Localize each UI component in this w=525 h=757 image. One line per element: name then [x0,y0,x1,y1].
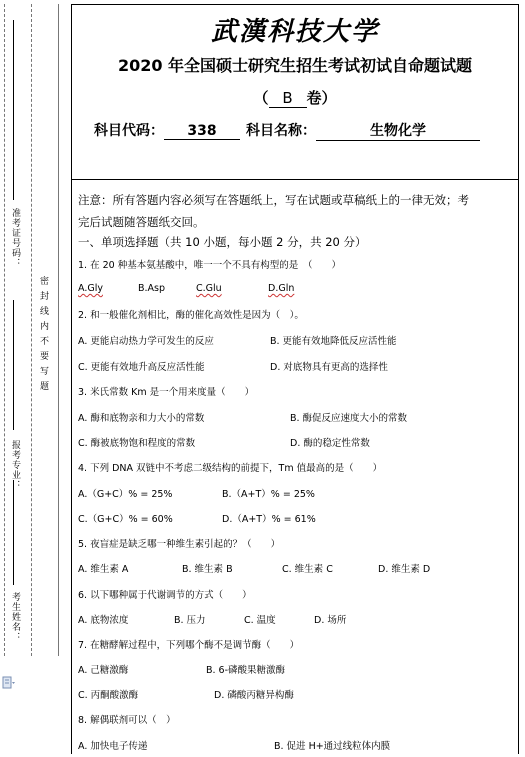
subject-name-value: 生物化学 [316,120,480,141]
q5-option-c: C. 维生素 C [282,564,333,575]
major-label: 报考专业： [10,440,20,490]
q7-option-c: C. 丙酮酸激酶 [78,690,139,701]
paper-type-close: 卷） [306,89,337,107]
q6-option-c: C. 温度 [244,615,276,626]
q2-option-c: C. 更能有效地升高反应活性能 [78,362,205,373]
q4-option-d: D.（A+T）% = 61% [222,514,316,525]
q7-option-a: A. 己糖激酶 [78,665,129,676]
candidate-name-line [13,480,14,585]
subject-code-value: 338 [164,123,240,140]
major-line [13,300,14,430]
q5-option-d: D. 维生素 D [378,564,431,575]
question-2: 2. 和一般催化剂相比，酶的催化高效性是因为（ ）。 [78,310,304,321]
q3-option-b: B. 酶促反应速度大小的常数 [290,413,408,424]
exam-content [78,189,516,752]
margin-border [58,4,59,656]
q1-option-a-text: A.Gly [78,283,103,294]
q5-option-a: A. 维生素 A [78,564,129,575]
question-8: 8. 解偶联剂可以（ ） [78,715,176,726]
question-4: 4. 下列 DNA 双链中不考虑二级结构的前提下，Tm 值最高的是（ ） [78,463,383,474]
q3-option-a: A. 酶和底物亲和力大小的常数 [78,413,205,424]
q1-option-b: B.Asp [138,283,166,294]
q1-option-d [268,283,294,294]
question-7: 7. 在糖酵解过程中，下列哪个酶不是调节酶（ ） [78,640,300,651]
q7-option-d: D. 磷酸丙糖异构酶 [214,690,294,701]
q6-option-b: B. 压力 [174,615,206,626]
exam-header [72,5,518,180]
q1-option-a [78,283,103,294]
q8-option-b: B. 促进 H+通过线粒体内膜 [274,741,391,752]
q5-option-b: B. 维生素 B [182,564,233,575]
section-title: 一、单项选择题（共 10 小题，每小题 2 分，共 20 分） [78,235,367,249]
q8-option-a: A. 加快电子传递 [78,741,148,752]
subject-info [94,120,480,141]
question-6: 6. 以下哪种属于代谢调节的方式（ ） [78,590,252,601]
candidate-number-label: 准考证号码： [10,208,20,268]
question-1: 1. 在 20 种基本氨基酸中，唯一一个不具有构型的是 （ ） [78,260,341,271]
paper-type [72,87,518,108]
seal-warning: 密封线内不要写题 [38,276,48,396]
q4-option-a: A.（G+C）% = 25% [78,489,173,500]
q3-option-d: D. 酶的稳定性常数 [290,438,370,449]
candidate-name-label: 考生姓名： [10,592,20,642]
q6-option-a: A. 底物浓度 [78,615,129,626]
q6-option-d: D. 场所 [314,615,347,626]
question-3: 3. 米氏常数 Km 是一个用来度量（ ） [78,387,255,398]
q2-option-a: A. 更能启动热力学可发生的反应 [78,336,214,347]
exam-frame [71,4,519,754]
q1-option-c [196,283,222,294]
seal-line [31,4,32,656]
subject-name-label: 科目名称： [246,123,316,139]
q4-option-c: C.（G+C）% = 60% [78,514,173,525]
exam-title: 2020 年全国硕士研究生招生考试初试自命题试题 [117,56,473,75]
q7-option-b: B. 6-磷酸果糖激酶 [206,665,286,676]
notice-line-2: 完后试题随答题纸交回。 [78,215,205,229]
q2-option-d: D. 对底物具有更高的选择性 [270,362,388,373]
question-5: 5. 夜盲症是缺乏哪一种维生素引起的？（ ） [78,539,281,550]
document-icon[interactable] [2,676,16,690]
candidate-number-line [13,20,14,200]
cut-line [4,4,5,656]
exam-notice [78,189,516,233]
paper-type-value: B [269,89,307,108]
university-logo: 武漢科技大学 [210,17,379,47]
q1-option-c-text: C.Glu [196,283,222,294]
q3-option-c: C. 酶被底物饱和程度的常数 [78,438,196,449]
q1-option-d-text: D.Gln [268,283,295,294]
q2-option-b: B. 更能有效地降低反应活性能 [270,336,397,347]
subject-code-label: 科目代码： [94,123,164,139]
notice-line-1: 注意：所有答题内容必须写在答题纸上，写在试题或草稿纸上的一律无效；考 [78,193,469,207]
q4-option-b: B.（A+T）% = 25% [222,489,315,500]
paper-type-open: （ [253,89,269,107]
